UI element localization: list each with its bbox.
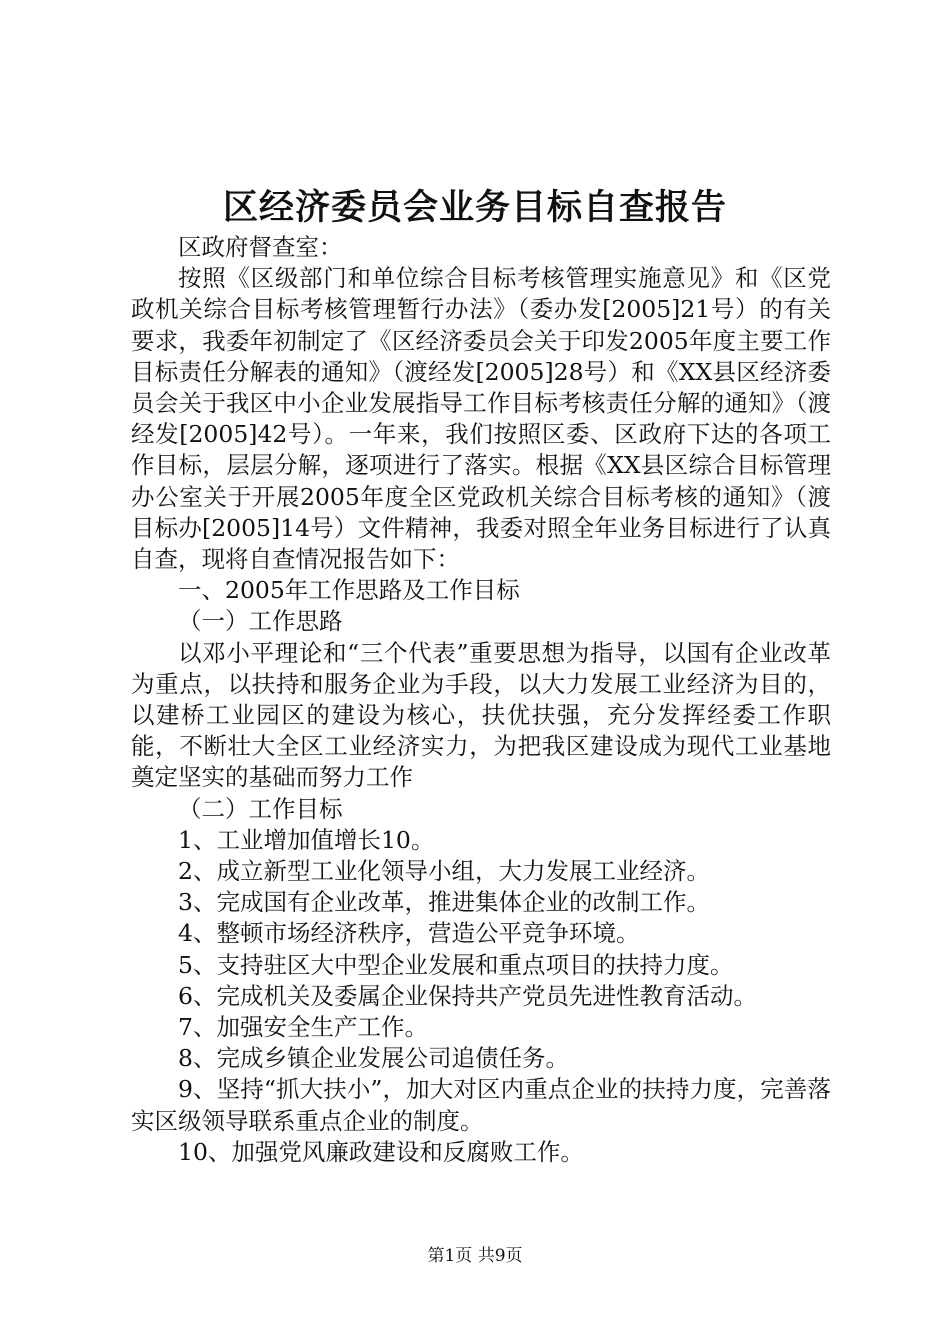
document-body	[131, 232, 831, 1168]
goal-item: 6、完成机关及委属企业保持共产党员先进性教育活动。	[178, 981, 757, 1010]
goal-item: 5、支持驻区大中型企业发展和重点项目的扶持力度。	[178, 950, 734, 979]
goal-item: 2、成立新型工业化领导小组，大力发展工业经济。	[178, 857, 710, 886]
salutation: 区政府督查室：	[178, 233, 343, 261]
goal-item: 9、坚持“抓大扶小”，加大对区内重点企业的扶持力度，完善落实区级领导联系重点企业的制度。	[131, 1075, 831, 1135]
page-number-footer: 第1页 共9页	[427, 1246, 523, 1266]
document-title: 区经济委员会业务目标自查报告	[222, 187, 727, 228]
thinking-paragraph: 以邓小平理论和“三个代表”重要思想为指导，以国有企业改革为重点，以扶持和服务企业为手段，以大力发展工业经济为目的，以建桥工业园区的建设为核心，扶优扶强，充分发挥经委工作职能，不断壮大全区工业经济实力，为把我区建设成为现代工业基地奠定坚实的基础而努力工作	[131, 638, 831, 792]
section-heading-1: 一、2005年工作思路及工作目标	[178, 576, 520, 605]
goal-item: 7、加强安全生产工作。	[178, 1013, 428, 1042]
goal-item: 3、完成国有企业改革，推进集体企业的改制工作。	[178, 888, 710, 917]
goal-item: 4、整顿市场经济秩序，营造公平竞争环境。	[178, 919, 640, 948]
goal-item: 10、加强党风廉政建设和反腐败工作。	[178, 1137, 584, 1166]
subsection-heading-thinking: （一）工作思路	[178, 607, 343, 636]
intro-paragraph: 按照《区级部门和单位综合目标考核管理实施意见》和《区党政机关综合目标考核管理暂行办法》（委办发[2005]21号）的有关要求，我委年初制定了《区经济委员会关于印发2005年度主要工作目标责任分解表的通知》（渡经发[2005]28号）和《XX县区经济委员会关于我区中小企业发展指导工作目标考核责任分解的通知》（渡经发[2005]42号）。一年来，我们按照区委、区政府下达的各项工作目标，层层分解，逐项进行了落实。根据《XX县区综合目标管理办公室关于开展2005年度全区党政机关综合目标考核的通知》（渡目标办[2005]14号）文件精神，我委对照全年业务目标进行了认真自查，现将自查情况报告如下：	[131, 264, 831, 574]
goal-item: 1、工业增加值增长10。	[178, 825, 435, 854]
goal-item: 8、完成乡镇企业发展公司追债任务。	[178, 1044, 569, 1073]
subsection-heading-goals: （二）工作目标	[178, 794, 343, 823]
